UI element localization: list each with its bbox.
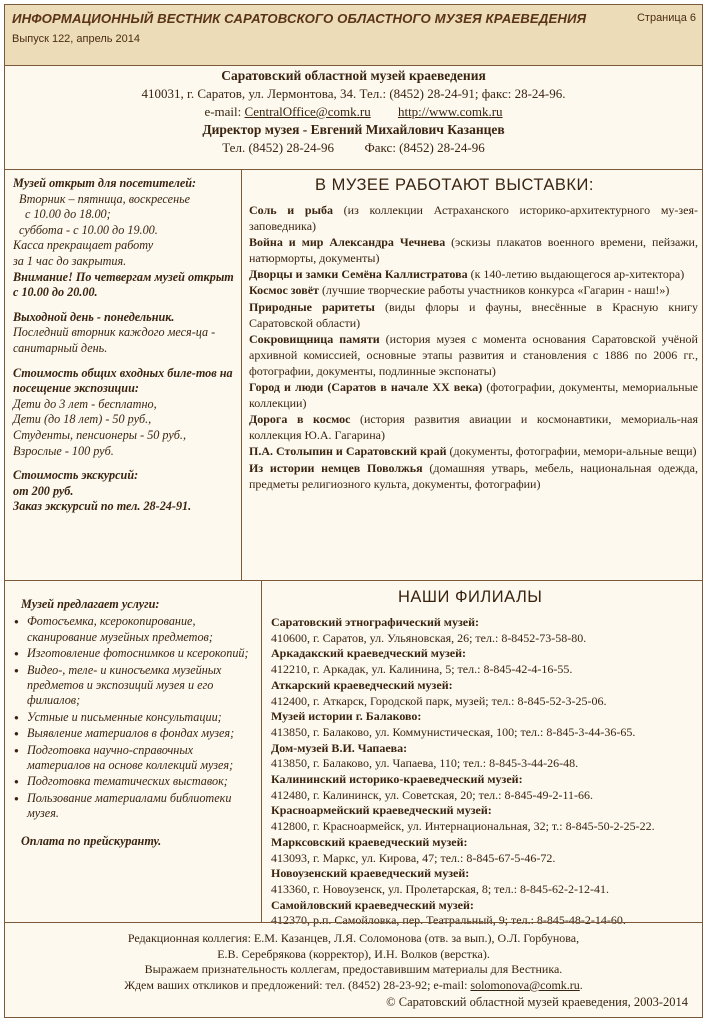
exhibition-name: Природные раритеты <box>249 299 375 314</box>
column-divider <box>261 581 262 922</box>
sanitary-day: Последний вторник каждого меся-ца - санитарный день. <box>13 325 216 355</box>
museum-web-contacts <box>5 103 702 121</box>
exhibition-desc: (к 140-летию выдающегося ар-хитектора) <box>467 267 685 282</box>
branch-address: 412400, г. Аткарск, Городской парк, музей; тел.: 8-845-52-3-25-06. <box>271 693 607 708</box>
museum-name: Саратовский областной музей краеведения <box>221 68 486 83</box>
branch-address: 412480, г. Калининск, ул. Советская, 20; тел.: 8-845-49-2-11-66. <box>271 787 594 802</box>
service-item: ● Устные и письменные консультации; <box>27 710 253 725</box>
exhibition-name: Город и люди (Саратов в начале XX века) <box>249 380 483 395</box>
tour-price-heading: Стоимость экскурсий: <box>13 468 139 483</box>
issue-label: Выпуск 122, апрель 2014 <box>12 33 141 45</box>
exhibition-item <box>249 234 698 266</box>
exhibition-item <box>249 411 698 443</box>
copyright: © Саратовский областной музей краеведения, 2003-2014 <box>386 995 688 1009</box>
exhibition-desc: (лучшие творческие работы участников конкурса «Гагарин - наш!») <box>318 283 670 298</box>
director-fax: Факс: (8452) 28-24-96 <box>364 140 485 155</box>
branch-name: Марксовский краеведческий музей: <box>271 834 468 849</box>
exhibition-item <box>249 266 698 282</box>
price-item: Студенты, пенсионеры - 50 руб., <box>13 427 186 442</box>
page-footer <box>5 931 702 993</box>
exhibition-item <box>249 299 698 331</box>
branches-list <box>271 615 701 929</box>
branch-name: Музей истории г. Балаково: <box>271 709 422 724</box>
exhibition-name: П.А. Столыпин и Саратовский край <box>249 444 447 459</box>
exhibition-name: Дворцы и замки Семёна Каллистратова <box>249 267 468 282</box>
exhibition-desc: (виды флоры и фауны, внесённые в Красную книгу Саратовской области) <box>249 299 698 330</box>
branch-address: 413850, г. Балаково, ул. Коммунистическая, 100; тел.: 8-845-3-44-36-65. <box>271 724 636 739</box>
director-phone: Тел. (8452) 28-24-96 <box>222 140 335 155</box>
divider <box>5 580 702 581</box>
service-item: ● Фотосъемка, ксерокопирование, сканирование музейных предметов; <box>27 614 253 645</box>
exhibition-item <box>249 460 698 492</box>
tour-order: Заказ экскурсий по тел. 28-24-91. <box>13 499 192 514</box>
exhibition-desc: (фотографии, документы, мемориальные коллекции) <box>249 380 698 411</box>
newsletter-title: ИНФОРМАЦИОННЫЙ ВЕСТНИК САРАТОВСКОГО ОБЛАСТНОГО МУЗЕЯ КРАЕВЕДЕНИЯ <box>12 11 587 26</box>
editorial-board-2: Е.В. Серебрякова (корректор), И.Н. Волков (верстка). <box>217 946 490 961</box>
exhibition-item <box>249 282 698 298</box>
prices-heading: Стоимость общих входных биле-тов на посещение экспозиции: <box>13 365 233 396</box>
museum-website-link[interactable]: http://www.comk.ru <box>397 104 503 119</box>
museum-address: 410031, г. Саратов, ул. Лермонтова, 34. Тел.: (8452) 28-24-91; факс: 28-24-96. <box>141 86 566 101</box>
service-item: ● Выявление материалов в фондах музея; <box>27 726 253 741</box>
exhibition-desc: (документы, фотографии, мемори-альные вещи) <box>446 444 697 459</box>
page-header <box>5 5 702 66</box>
branch-address: 413093, г. Маркс, ул. Кирова, 47; тел.: 8-845-67-5-46-72. <box>271 850 556 865</box>
exhibition-name: Космос зовёт <box>249 283 319 298</box>
day-off: Выходной день - понедельник. <box>13 309 175 324</box>
branch-name: Красноармейский краеведческий музей: <box>271 803 492 818</box>
editorial-board: Редакционная коллегия: Е.М. Казанцев, Л.Я. Соломонова (отв. за вып.), О.Л. Горбунова, <box>127 931 580 945</box>
branch-address: 412210, г. Аркадак, ул. Калинина, 5; тел.: 8-845-42-4-16-55. <box>271 662 573 677</box>
email-label: e-mail: <box>204 104 242 119</box>
branch-address: 413360, г. Новоузенск, ул. Пролетарская, 8; тел.: 8-845-62-2-12-41. <box>271 881 610 896</box>
column-divider <box>241 170 242 580</box>
services-list <box>13 614 253 821</box>
hours-weekday-time: с 10.00 до 18.00; <box>25 207 111 222</box>
exhibition-item <box>249 379 698 411</box>
feedback-text: Ждем ваших откликов и предложений: тел. (8452) 28-23-92; e-mail: <box>124 977 468 992</box>
price-item: Дети (до 18 лет) - 50 руб., <box>13 412 152 427</box>
exhibition-name: Из истории немцев Поволжья <box>249 460 423 475</box>
exhibition-item <box>249 202 698 234</box>
exhibition-name: Соль и рыба <box>249 203 333 217</box>
exhibition-item <box>249 331 698 379</box>
service-item: ● Подготовка тематических выставок; <box>27 774 253 789</box>
branch-address: 410600, г. Саратов, ул. Ульяновская, 26; тел.: 8-8452-73-58-80. <box>271 630 587 645</box>
branch-name: Калининский историко-краеведческий музей: <box>271 772 523 787</box>
feedback-end: . <box>579 977 583 992</box>
divider <box>5 922 702 923</box>
feedback-line <box>5 978 702 994</box>
exhibition-name: Сокровищница памяти <box>249 331 380 346</box>
director-line: Директор музея - Евгений Михайлович Казанцев <box>202 122 505 137</box>
exhibition-name: Война и мир Александра Чечнева <box>249 235 446 250</box>
exhibition-desc: (из коллекции Астраханского историко-архитектурного му-зея-заповедника) <box>249 203 699 234</box>
exhibition-desc: (история музея с момента основания Саратовской учёной архивной комиссией, основные этапы развития и становления с 1886 по 2006 гг., фотографии, документы, подлинные экспонаты) <box>249 331 698 378</box>
exhibition-name: Дорога в космос <box>249 412 351 427</box>
newsletter-page <box>4 4 703 1018</box>
exhibition-item <box>249 443 698 459</box>
branch-address: 412370, р.п. Самойловка, пер. Театральный, 9; тел.: 8-845-48-2-14-60. <box>271 913 626 928</box>
ticket-close-2: за 1 час до закрытия. <box>13 253 127 268</box>
exhibitions-list <box>249 202 698 492</box>
branch-name: Саратовский этнографический музей: <box>271 615 480 629</box>
service-item: ● Изготовление фотоснимков и ксерокопий; <box>27 646 253 661</box>
branch-address: 412800, г. Красноармейск, ул. Интернациональная, 32; т.: 8-845-50-2-25-22. <box>271 819 655 834</box>
service-item: ● Подготовка научно-справочных материалов на основе коллекций музея; <box>27 743 253 774</box>
services-heading: Музей предлагает услуги: <box>21 597 160 611</box>
branches-title: НАШИ ФИЛИАЛЫ <box>398 588 543 606</box>
branch-name: Самойловский краеведческий музей: <box>271 897 474 912</box>
branch-name: Аркадакский краеведческий музей: <box>271 646 466 661</box>
museum-email-link[interactable]: CentralOffice@comk.ru <box>244 104 371 119</box>
thanks-line: Выражаем признательность коллегам, предоставившим материалы для Вестника. <box>144 962 563 977</box>
exhibition-desc: (история развития авиации и космонавтики, мемориаль-ная коллекция Ю.А. Гагарина) <box>249 412 698 443</box>
director-phones <box>5 139 702 157</box>
price-item: Дети до 3 лет - бесплатно, <box>13 396 157 411</box>
feedback-email-link[interactable]: solomonova@comk.ru <box>470 977 580 992</box>
hours-weekday: Вторник – пятница, воскресенье <box>19 191 191 206</box>
ticket-close: Касса прекращает работу <box>13 238 154 253</box>
exhibitions-title: В МУЗЕЕ РАБОТАЮТ ВЫСТАВКИ: <box>315 176 594 194</box>
exhibition-desc: (домашняя утварь, мебель, национальная одежда, предметы религиозного культа, документы, фотографии) <box>249 460 698 491</box>
branch-name: Аткарский краеведческий музей: <box>271 677 453 692</box>
payment-note: Оплата по прейскуранту. <box>21 833 162 848</box>
hours-saturday: суббота - с 10.00 до 19.00. <box>19 222 158 237</box>
exhibition-desc: (эскизы плакатов военного времени, пейзажи, натюрморты, документы) <box>249 235 698 266</box>
branch-name: Дом-музей В.И. Чапаева: <box>271 740 408 755</box>
branch-address: 413850, г. Балаково, ул. Чапаева, 110; тел.: 8-845-3-44-26-48. <box>271 756 579 771</box>
price-item: Взрослые - 100 руб. <box>13 443 114 458</box>
opening-heading: Музей открыт для посетителей: <box>13 176 197 190</box>
services <box>13 597 253 849</box>
museum-contacts <box>5 67 702 157</box>
page-number: Страница 6 <box>636 12 696 24</box>
thursday-note: Внимание! По четвергам музей открыт с 10.00 до 20.00. <box>13 269 234 300</box>
branch-name: Новоузенский краеведческий музей: <box>271 866 470 881</box>
service-item: ● Пользование материалами библиотеки музея. <box>27 791 253 822</box>
tour-price: от 200 руб. <box>13 483 74 498</box>
service-item: ● Видео-, теле- и киносъемка музейных предметов и экспозиций музея и его филиалов; <box>27 663 253 709</box>
visitor-info <box>13 176 239 515</box>
divider <box>5 169 702 170</box>
